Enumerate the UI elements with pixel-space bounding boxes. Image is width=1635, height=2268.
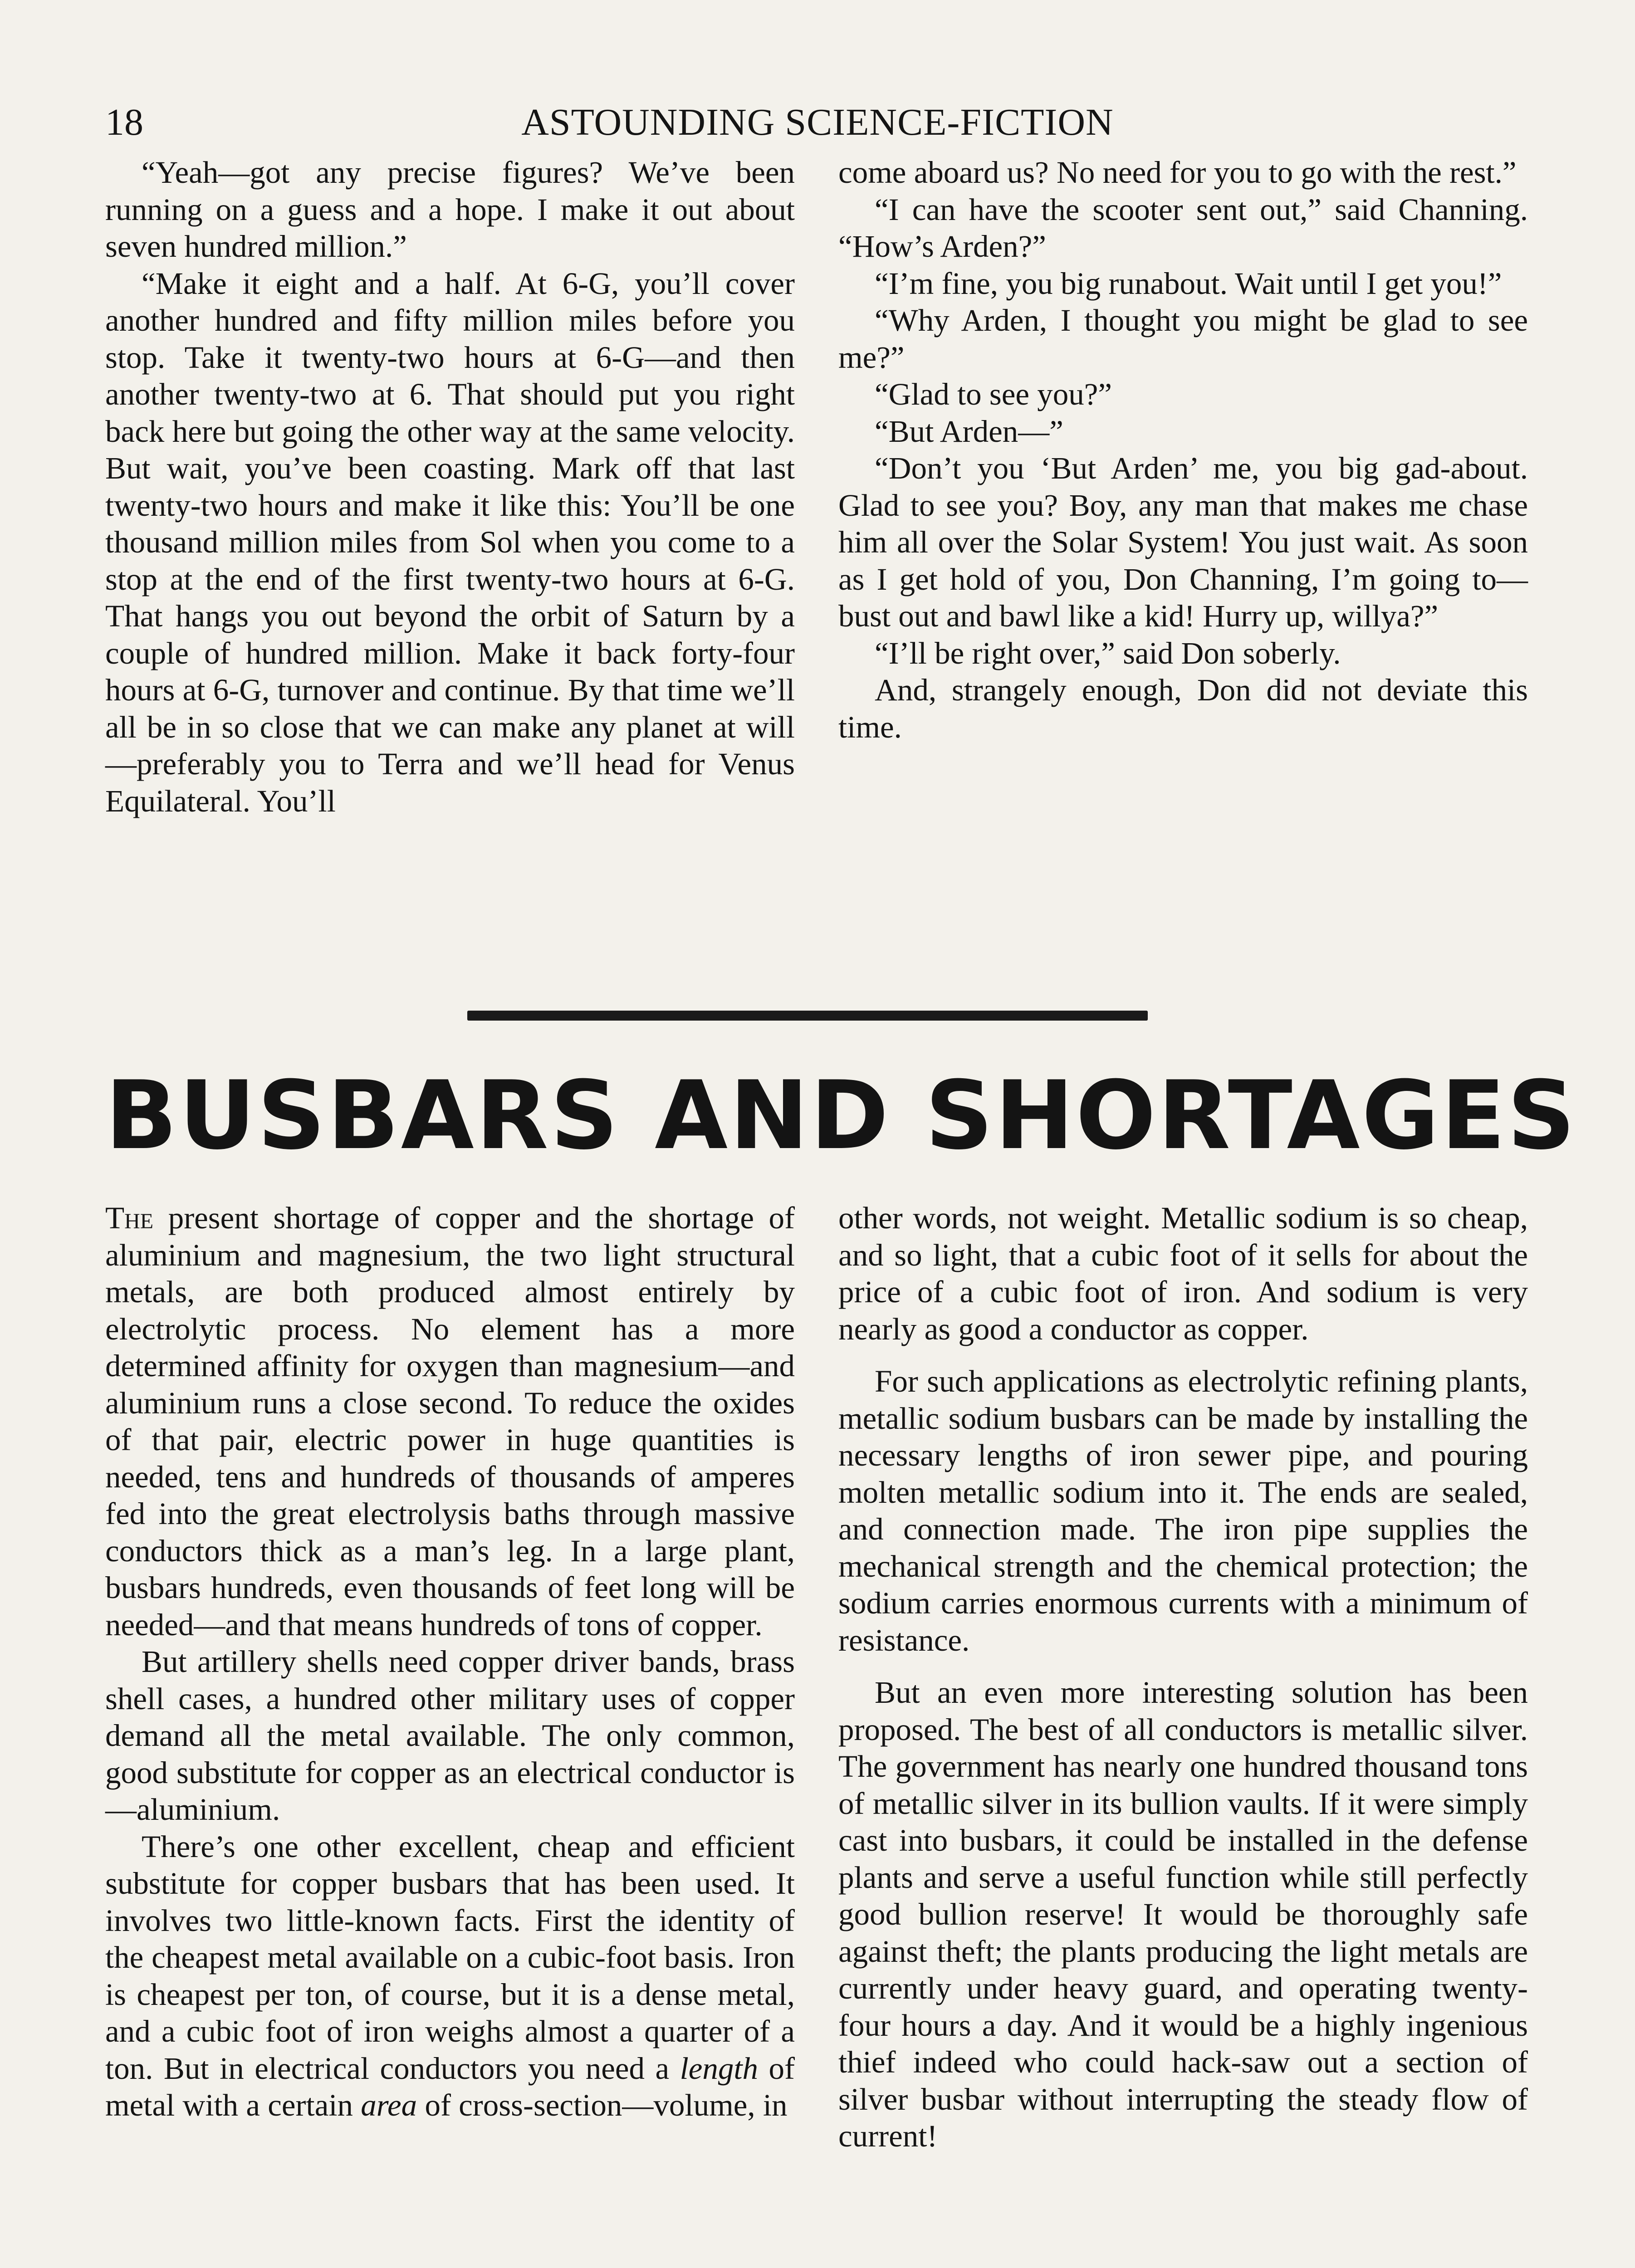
story-paragraph: “Make it eight and a half. At 6-G, you’ll cover another hundred and fifty million miles before you stop. Take it twenty-two hours at 6-G—and then another twenty-two at 6. That should put you right back here but going the other way at the same velocity. But wait, you’ve been coasting. Mark off that last twenty-two hours and make it like this: You’ll be one thousand million miles from Sol when you come to a stop at the end of the first twenty-two hours at 6-G. That hangs you out beyond the orbit of Saturn by a couple of hundred million. Make it back forty-four hours at 6-G, turnover and continue. By that time we’ll all be in so close that we can make any planet at will—preferably you to Terra and we’ll head for Venus Equilateral. You’ll: [105, 266, 795, 818]
page-number: 18: [105, 101, 143, 143]
article-paragraph: But artillery shells need copper driver bands, brass shell cases, a hundred other military uses of copper demand all the metal available. The only common, good substitute for copper as an electrical conductor is—aluminium.: [105, 1644, 795, 1827]
story-paragraph: “I can have the scooter sent out,” said Channing. “How’s Arden?”: [838, 192, 1528, 264]
story-column-left: [105, 154, 795, 820]
story-paragraph: “Don’t you ‘But Arden’ me, you big gad-about. Glad to see you? Boy, any man that makes me chase him all over the Solar System! You just wait. As soon as I get hold of you, Don Channing, I’m going to—bust out and bawl like a kid! Hurry up, willya?”: [838, 451, 1528, 633]
story-paragraph: And, strangely enough, Don did not deviate this time.: [838, 673, 1528, 744]
story-paragraph: “I’m fine, you big runabout. Wait until I get you!”: [875, 266, 1502, 301]
article-paragraph: For such applications as electrolytic refining plants, metallic sodium busbars can be made by installing the necessary lengths of iron sewer pipe, and pouring molten metallic sodium into it. The ends are sealed, and connection made. The iron pipe supplies the mechanical strength and the chemical protection; the sodium carries enormous currents with a minimum of resistance.: [838, 1364, 1528, 1657]
story-paragraph: “Glad to see you?”: [875, 377, 1112, 411]
page-header: [105, 98, 1530, 147]
story-paragraph: “Yeah—got any precise figures? We’ve been running on a guess and a hope. I make it out about seven hundred million.”: [105, 155, 795, 264]
story-paragraph: “But Arden—”: [875, 414, 1063, 449]
story-paragraph-continued: come aboard us? No need for you to go with the rest.”: [838, 155, 1517, 190]
article-paragraph: The present shortage of copper and the shortage of aluminium and magnesium, the two light structural metals, are both produced almost entirely by electrolytic process. No element has a more determined affinity for oxygen than magnesium—and aluminium runs a close second. To reduce the oxides of that pair, electric power in huge quantities is needed, tens and hundreds of thousands of amperes fed into the great electrolysis baths through massive conductors thick as a man’s leg. In a large plant, busbars hundreds, even thousands of feet long will be needed—and that means hundreds of tons of copper.: [105, 1201, 795, 1642]
article-paragraph: But an even more interesting solution has been proposed. The best of all conductors is metallic silver. The government has nearly one hundred thousand tons of metallic silver in its bullion vaults. If it were simply cast into busbars, it could be installed in the defense plants and serve a useful function while still perfectly good bullion reserve! It would be thoroughly safe against theft; the plants producing the light metals are currently under heavy guard, and operating twenty-four hours a day. And it would be a highly ingenious thief indeed who could hack-saw out a section of silver busbar without interrupting the steady flow of current!: [838, 1675, 1528, 2153]
article-title: BUSBARS AND SHORTAGES: [105, 1061, 1577, 1171]
story-paragraph: “Why Arden, I thought you might be glad to see me?”: [838, 303, 1528, 375]
article-paragraph-continued: other words, not weight. Metallic sodium is so cheap, and so light, that a cubic foot of it sells for about the price of a cubic foot of iron. And sodium is very nearly as good a conductor as copper.: [838, 1201, 1528, 1346]
story-paragraph: “I’ll be right over,” said Don soberly.: [875, 635, 1341, 670]
running-head: ASTOUNDING SCIENCE-FICTION: [521, 101, 1114, 143]
article-column-right: [838, 1200, 1528, 2155]
article-paragraph: There’s one other excellent, cheap and efficient substitute for copper busbars that has been used. It involves two little-known facts. First the identity of the cheapest metal available on a cubic-foot basis. Iron is cheapest per ton, of course, but it is a dense metal, and a cubic foot of iron weighs almost a quarter of a ton. But in electrical conductors you need a length of metal with a certain area of cross-section—volume, in: [105, 1829, 795, 2122]
section-divider-rule: [467, 1011, 1148, 1021]
story-column-right: [838, 154, 1528, 746]
lead-word: The: [105, 1201, 154, 1235]
article-column-left: [105, 1200, 795, 2124]
